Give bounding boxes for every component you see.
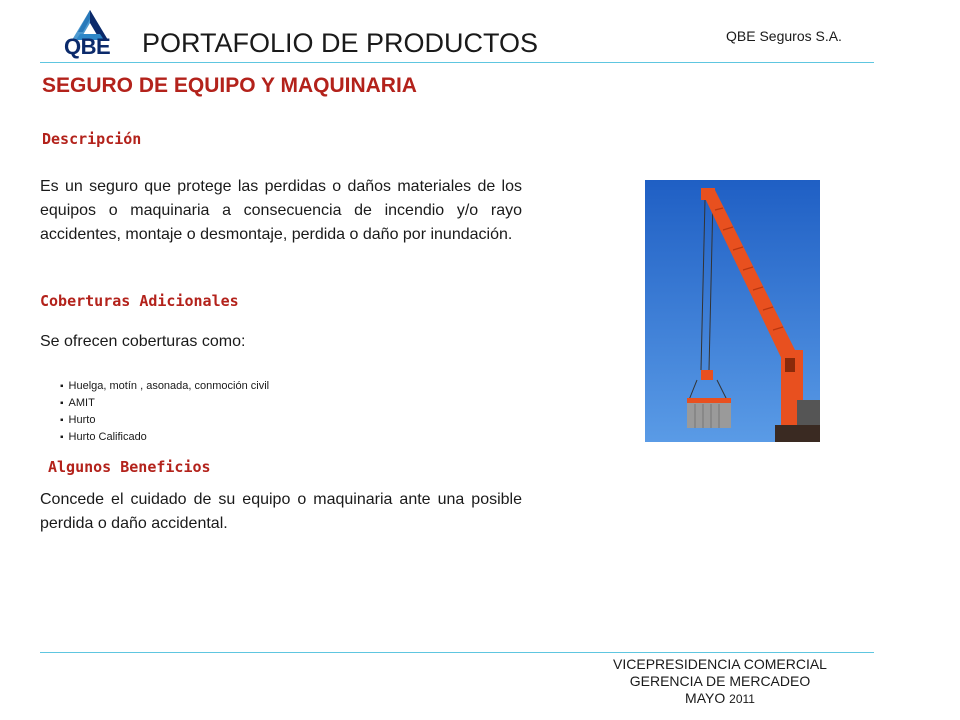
page-title: PORTAFOLIO DE PRODUCTOS — [142, 28, 539, 58]
footer-month: MAYO — [685, 690, 726, 706]
footer-line-2: GERENCIA DE MERCADEO — [629, 673, 811, 689]
footer-year: 2011 — [729, 692, 755, 706]
product-title: SEGURO DE EQUIPO Y MAQUINARIA — [42, 74, 417, 97]
footer-date — [560, 690, 880, 708]
logo-wordmark: QBE — [64, 34, 111, 59]
list-item: ▪ AMIT — [60, 395, 269, 412]
footer-line-1: VICEPRESIDENCIA COMERCIAL — [613, 656, 827, 672]
footer — [560, 656, 880, 708]
list-item: ▪ Hurto Calificado — [60, 429, 269, 446]
benefits-text: Concede el cuidado de su equipo o maquinaria ante una posible perdida o daño accidental. — [40, 491, 522, 532]
list-item: ▪ Hurto — [60, 412, 269, 429]
description-heading: Descripción — [42, 130, 142, 148]
crane-photo — [645, 180, 820, 442]
coverages-list — [60, 378, 269, 446]
benefits-heading: Algunos Beneficios — [48, 458, 211, 476]
footer-divider — [40, 652, 874, 653]
company-name: QBE Seguros S.A. — [726, 28, 842, 44]
coverages-heading: Coberturas Adicionales — [40, 292, 239, 310]
list-item: ▪ Huelga, motín , asonada, conmoción civil — [60, 378, 269, 395]
description-text: Es un seguro que protege las perdidas o daños materiales de los equipos o maquinaria a consecuencia de incendio y/o rayo accidentes, montaje o desmontaje, perdida o daño por inundación. — [40, 178, 522, 243]
coverages-intro: Se ofrecen coberturas como: — [40, 333, 246, 350]
header-divider — [40, 62, 874, 63]
